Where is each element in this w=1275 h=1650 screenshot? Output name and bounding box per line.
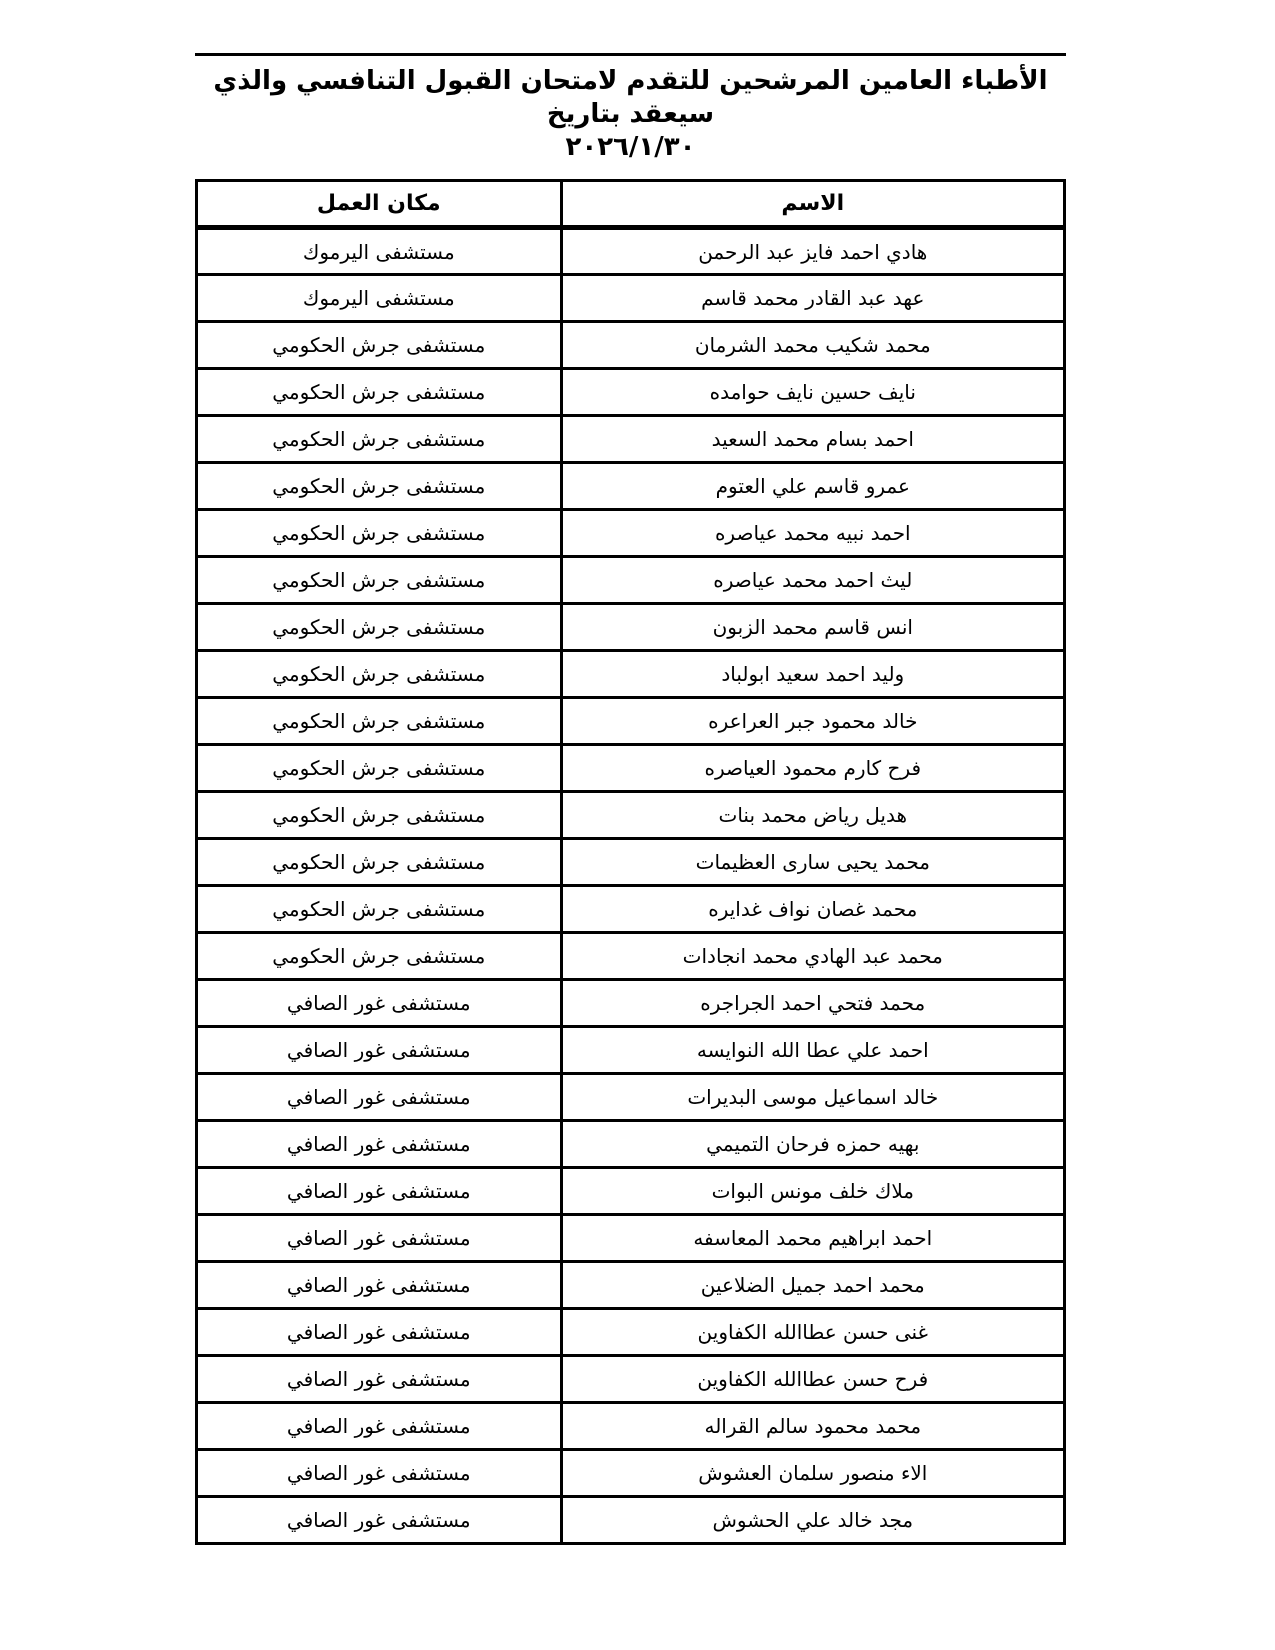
doctor-name-cell: وليد احمد سعيد ابولباد — [561, 651, 1064, 698]
table-row — [197, 275, 1065, 322]
workplace-cell: مستشفى جرش الحكومي — [197, 792, 562, 839]
workplace-cell: مستشفى جرش الحكومي — [197, 839, 562, 886]
title-text: الأطباء العامين المرشحين للتقدم لامتحان القبول التنافسي والذي سيعقد بتاريخ — [213, 66, 1048, 129]
table-row — [197, 651, 1065, 698]
workplace-cell: مستشفى جرش الحكومي — [197, 933, 562, 980]
doctor-name-cell: عهد عبد القادر محمد قاسم — [561, 275, 1064, 322]
table-header — [197, 181, 1065, 228]
workplace-cell: مستشفى جرش الحكومي — [197, 886, 562, 933]
workplace-cell: مستشفى غور الصافي — [197, 980, 562, 1027]
table-row — [197, 322, 1065, 369]
table-row — [197, 980, 1065, 1027]
doctor-name-cell: محمد يحيى سارى العظيمات — [561, 839, 1064, 886]
table-row — [197, 1215, 1065, 1262]
doctor-name-cell: محمد محمود سالم القراله — [561, 1403, 1064, 1450]
doctor-name-cell: احمد ابراهيم محمد المعاسفه — [561, 1215, 1064, 1262]
doctor-name-cell: محمد عبد الهادي محمد انجادات — [561, 933, 1064, 980]
table-row — [197, 886, 1065, 933]
doctor-name-cell: فرح حسن عطاالله الكفاوين — [561, 1356, 1064, 1403]
workplace-cell: مستشفى غور الصافي — [197, 1403, 562, 1450]
table-row — [197, 1027, 1065, 1074]
table-row — [197, 1309, 1065, 1356]
table-row — [197, 792, 1065, 839]
workplace-cell: مستشفى جرش الحكومي — [197, 698, 562, 745]
workplace-cell: مستشفى غور الصافي — [197, 1121, 562, 1168]
doctor-name-cell: خالد اسماعيل موسى البديرات — [561, 1074, 1064, 1121]
table-row — [197, 933, 1065, 980]
document-content — [195, 53, 1066, 1545]
doctor-name-cell: هديل رياض محمد بنات — [561, 792, 1064, 839]
workplace-cell: مستشفى جرش الحكومي — [197, 651, 562, 698]
doctor-name-cell: احمد بسام محمد السعيد — [561, 416, 1064, 463]
workplace-cell: مستشفى غور الصافي — [197, 1450, 562, 1497]
workplace-cell: مستشفى جرش الحكومي — [197, 557, 562, 604]
workplace-cell: مستشفى جرش الحكومي — [197, 322, 562, 369]
doctor-name-cell: الاء منصور سلمان العشوش — [561, 1450, 1064, 1497]
doctor-name-cell: عمرو قاسم علي العتوم — [561, 463, 1064, 510]
table-row — [197, 228, 1065, 275]
doctor-name-cell: ملاك خلف مونس البوات — [561, 1168, 1064, 1215]
workplace-cell: مستشفى غور الصافي — [197, 1356, 562, 1403]
doctor-name-cell: غنى حسن عطاالله الكفاوين — [561, 1309, 1064, 1356]
doctor-name-cell: محمد احمد جميل الضلاعين — [561, 1262, 1064, 1309]
workplace-cell: مستشفى جرش الحكومي — [197, 369, 562, 416]
table-row — [197, 698, 1065, 745]
workplace-cell: مستشفى غور الصافي — [197, 1309, 562, 1356]
table-row — [197, 369, 1065, 416]
table-row — [197, 1121, 1065, 1168]
doctor-name-cell: بهيه حمزه فرحان التميمي — [561, 1121, 1064, 1168]
table-body — [197, 228, 1065, 1544]
workplace-column-header: مكان العمل — [197, 181, 562, 228]
workplace-cell: مستشفى غور الصافي — [197, 1215, 562, 1262]
workplace-cell: مستشفى غور الصافي — [197, 1074, 562, 1121]
header-row — [197, 181, 1065, 228]
doctor-name-cell: نايف حسين نايف حوامده — [561, 369, 1064, 416]
doctor-name-cell: احمد علي عطا الله النوايسه — [561, 1027, 1064, 1074]
workplace-cell: مستشفى جرش الحكومي — [197, 463, 562, 510]
table-row — [197, 1497, 1065, 1544]
doctor-name-cell: محمد فتحي احمد الجراجره — [561, 980, 1064, 1027]
doctor-name-cell: هادي احمد فايز عبد الرحمن — [561, 228, 1064, 275]
doctor-name-cell: محمد شكيب محمد الشرمان — [561, 322, 1064, 369]
doctor-name-cell: ليث احمد محمد عياصره — [561, 557, 1064, 604]
doctor-name-cell: انس قاسم محمد الزبون — [561, 604, 1064, 651]
table-row — [197, 1262, 1065, 1309]
workplace-cell: مستشفى غور الصافي — [197, 1497, 562, 1544]
workplace-cell: مستشفى جرش الحكومي — [197, 604, 562, 651]
table-row — [197, 557, 1065, 604]
workplace-cell: مستشفى غور الصافي — [197, 1168, 562, 1215]
table-row — [197, 745, 1065, 792]
table-row — [197, 510, 1065, 557]
title-top-rule — [195, 53, 1066, 56]
doctor-name-cell: خالد محمود جبر العراعره — [561, 698, 1064, 745]
table-row — [197, 463, 1065, 510]
workplace-cell: مستشفى اليرموك — [197, 228, 562, 275]
doctor-name-cell: احمد نبيه محمد عياصره — [561, 510, 1064, 557]
doctor-name-cell: محمد غصان نواف غدايره — [561, 886, 1064, 933]
table-row — [197, 1074, 1065, 1121]
name-column-header: الاسم — [561, 181, 1064, 228]
table-row — [197, 839, 1065, 886]
workplace-cell: مستشفى جرش الحكومي — [197, 510, 562, 557]
table-row — [197, 604, 1065, 651]
table-row — [197, 1168, 1065, 1215]
workplace-cell: مستشفى جرش الحكومي — [197, 416, 562, 463]
candidates-table — [195, 179, 1066, 1545]
workplace-cell: مستشفى جرش الحكومي — [197, 745, 562, 792]
title-date: ٢٠٢٦/١/٣٠ — [565, 132, 696, 162]
table-row — [197, 1450, 1065, 1497]
workplace-cell: مستشفى اليرموك — [197, 275, 562, 322]
doctor-name-cell: مجد خالد علي الحشوش — [561, 1497, 1064, 1544]
workplace-cell: مستشفى غور الصافي — [197, 1262, 562, 1309]
document-title — [195, 65, 1066, 164]
workplace-cell: مستشفى غور الصافي — [197, 1027, 562, 1074]
table-row — [197, 1403, 1065, 1450]
doctor-name-cell: فرح كارم محمود العياصره — [561, 745, 1064, 792]
table-row — [197, 416, 1065, 463]
table-row — [197, 1356, 1065, 1403]
